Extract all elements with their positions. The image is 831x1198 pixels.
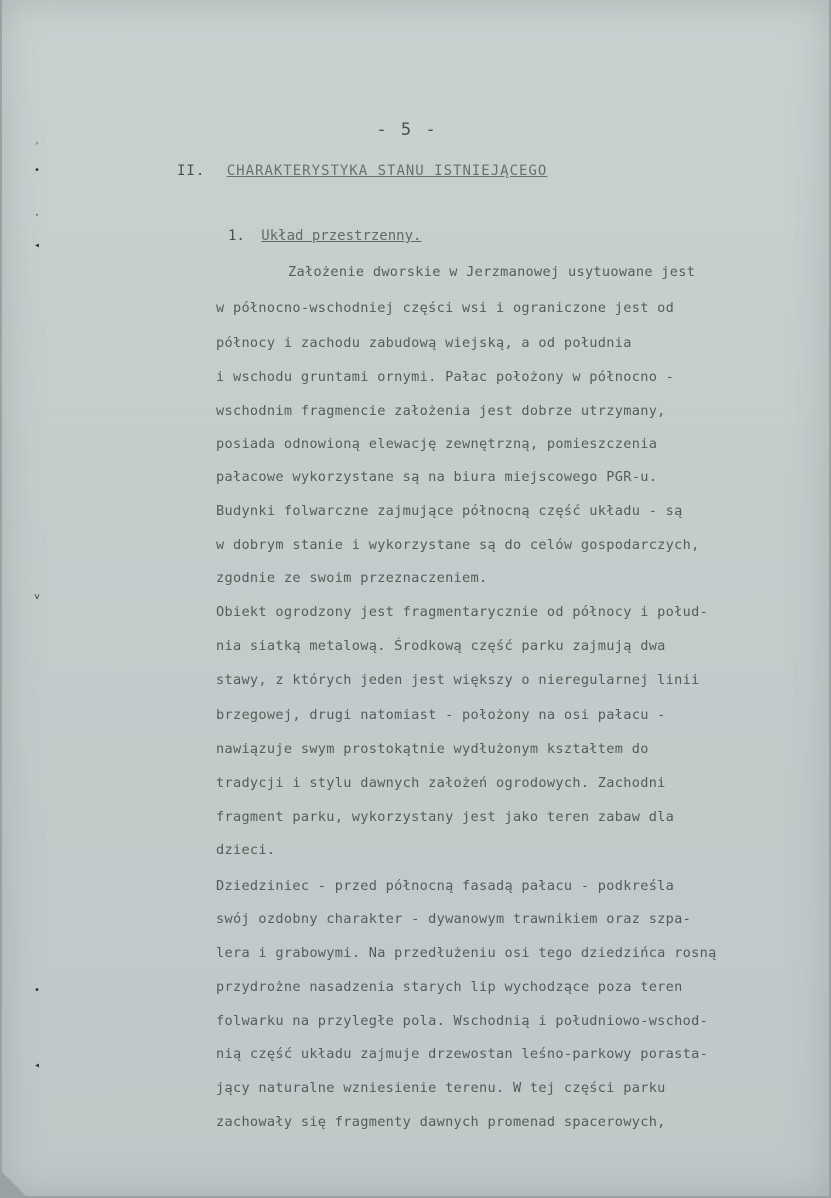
binding-hole-mark: • (34, 165, 41, 176)
body-line: w dobrym stanie i wykorzystane są do celów gospodarczych, (216, 537, 700, 553)
document-page (2, 0, 829, 1196)
section-title: CHARAKTERYSTYKA STANU ISTNIEJĄCEGO (226, 163, 548, 179)
binding-hole-mark: ◂ (34, 1060, 41, 1071)
section-heading (177, 163, 547, 179)
body-line: zgodnie ze swoim przeznaczeniem. (216, 570, 488, 586)
binding-hole-mark: ˌ (34, 135, 41, 146)
body-line: jący naturalne wzniesienie terenu. W tej części parku (216, 1080, 666, 1096)
binding-hole-mark: ˅ (34, 592, 41, 603)
body-line: północy i zachodu zabudową wiejską, a od południa (216, 335, 632, 351)
body-line: nawiązuje swym prostokątnie wydłużonym kształtem do (216, 741, 649, 757)
body-line: w północno-wschodniej części wsi i ograniczone jest od (216, 300, 675, 316)
body-line: zachowały się fragmenty dawnych promenad spacerowych, (216, 1114, 666, 1130)
body-line: przydrożne nasadzenia starych lip wychodzące poza teren (216, 979, 683, 995)
body-line: folwarku na przyległe pola. Wschodnią i południowo-wschod- (216, 1013, 709, 1029)
body-line: wschodnim fragmencie założenia jest dobrze utrzymany, (216, 403, 666, 419)
body-line: lera i grabowymi. Na przedłużeniu osi tego dziedzińca rosną (216, 945, 717, 961)
subsection-heading (228, 228, 421, 244)
torn-corner (2, 1172, 26, 1196)
binding-hole-mark: · (34, 210, 41, 221)
binding-hole-mark: ◂ (34, 240, 41, 251)
binding-hole-mark: • (34, 985, 41, 996)
body-line: pałacowe wykorzystane są na biura miejscowego PGR-u. (216, 469, 658, 485)
body-line: dzieci. (216, 842, 276, 858)
body-line: swój ozdobny charakter - dywanowym trawnikiem oraz szpa- (216, 911, 692, 927)
body-line: Dziedziniec - przed północną fasadą pałacu - podkreśla (216, 878, 675, 894)
body-line: Obiekt ogrodzony jest fragmentarycznie od północy i połud- (216, 604, 709, 620)
page-number: - 5 - (376, 120, 438, 140)
body-line: stawy, z których jeden jest większy o nieregularnej linii (216, 672, 700, 688)
subsection-number: 1. (228, 228, 245, 244)
section-number: II. (177, 163, 206, 179)
body-line: i wschodu gruntami ornymi. Pałac położony w północno - (216, 369, 675, 385)
body-line: nia siatką metalową. Środkową część parku zajmują dwa (216, 638, 666, 654)
body-line: Założenie dworskie w Jerzmanowej usytuowane jest (288, 264, 696, 280)
body-line: posiada odnowioną elewację zewnętrzną, pomieszczenia (216, 436, 658, 452)
body-line: fragment parku, wykorzystany jest jako teren zabaw dla (216, 809, 675, 825)
body-line: Budynki folwarczne zajmujące północną część układu - są (216, 503, 683, 519)
body-line: brzegowej, drugi natomiast - położony na osi pałacu - (216, 707, 666, 723)
subsection-title: Układ przestrzenny. (261, 228, 422, 244)
body-line: nią część układu zajmuje drzewostan leśno-parkowy porasta- (216, 1046, 709, 1062)
body-line: tradycji i stylu dawnych założeń ogrodowych. Zachodni (216, 775, 666, 791)
